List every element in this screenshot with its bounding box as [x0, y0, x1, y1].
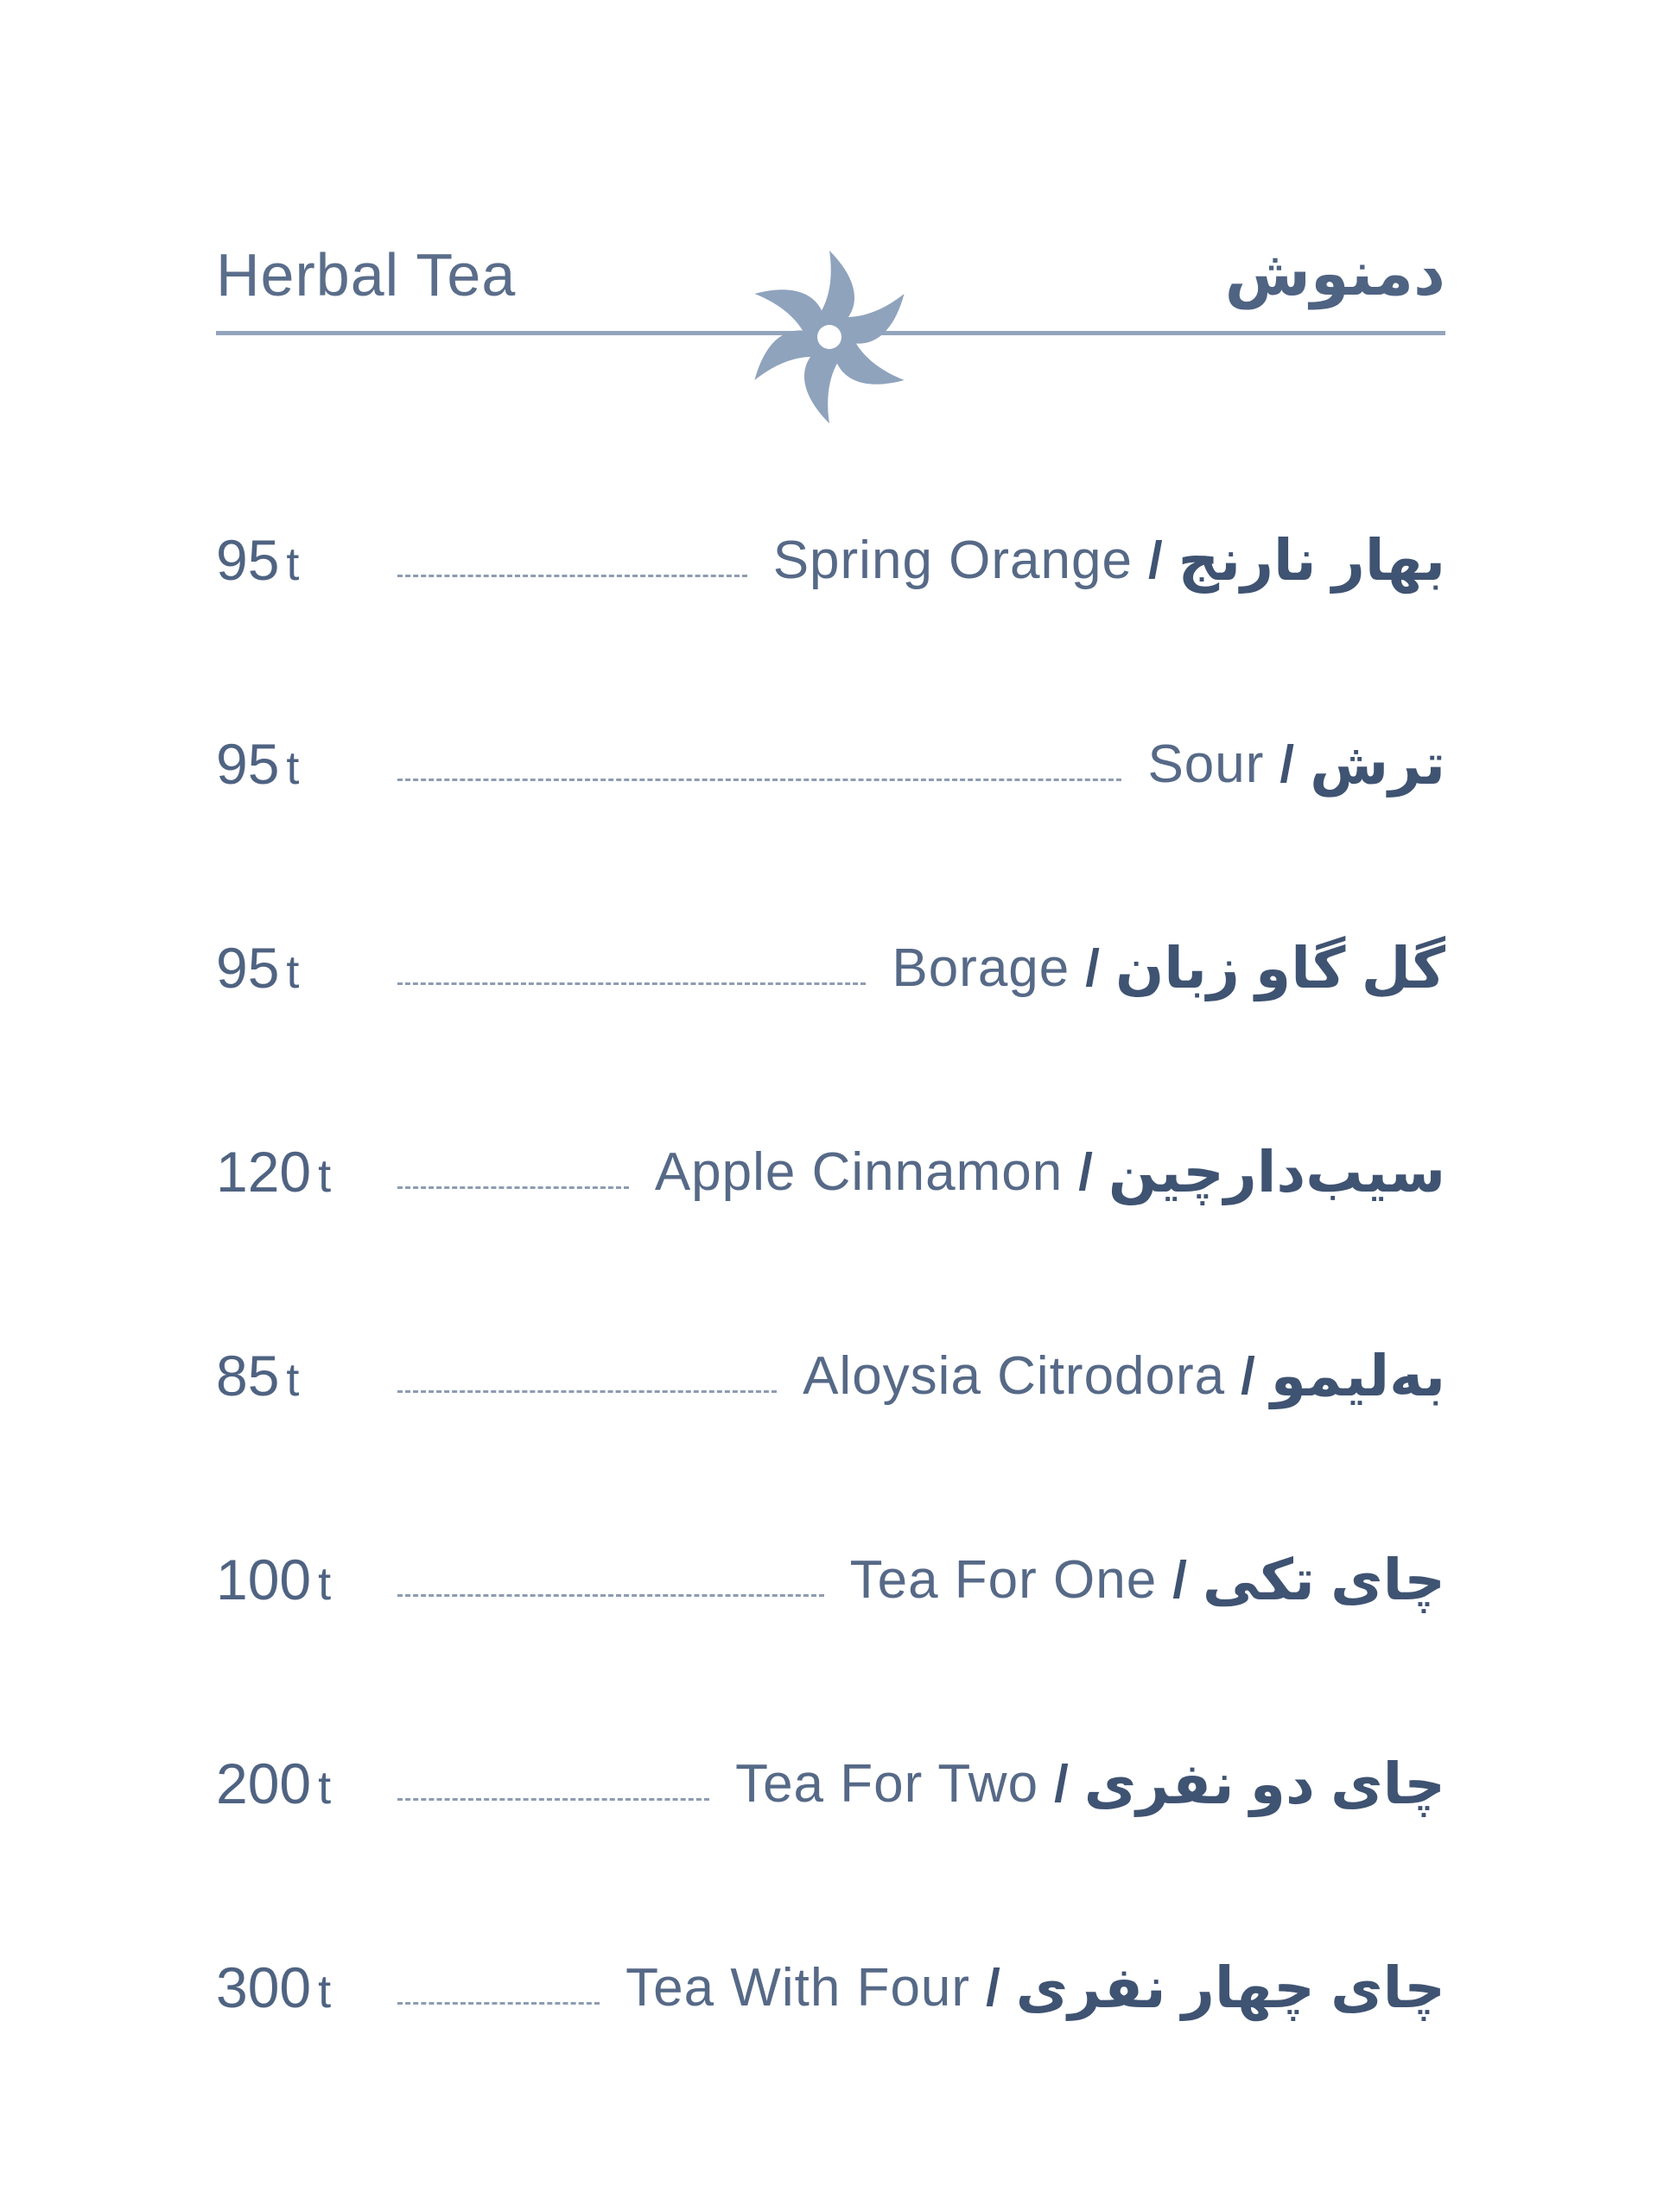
- price-unit: t: [286, 742, 300, 794]
- item-price: 120 t: [216, 1140, 332, 1204]
- section-title-en: Herbal Tea: [216, 241, 517, 308]
- section-title-fa: دمنوش: [1224, 239, 1445, 308]
- price-unit: t: [318, 1966, 332, 2018]
- name-separator: /: [1279, 734, 1295, 793]
- dot-leader: [397, 1594, 824, 1597]
- menu-item: [216, 1308, 1445, 1512]
- item-name-fa: سیب‌دارچین: [1108, 1139, 1445, 1204]
- name-separator: /: [1054, 1754, 1069, 1813]
- menu-header: [216, 225, 1445, 432]
- menu-item: [216, 1512, 1445, 1716]
- star-knot-emblem-icon: [734, 242, 924, 432]
- price-unit: t: [318, 1762, 332, 1814]
- item-name-en: Tea For Two: [735, 1753, 1039, 1814]
- item-name-fa: چای تکی: [1202, 1547, 1445, 1611]
- item-price: 200 t: [216, 1751, 332, 1815]
- item-price: 100 t: [216, 1548, 332, 1611]
- item-name-fa: چای دو نفری: [1083, 1751, 1445, 1815]
- item-name-en: Tea With Four: [625, 1957, 971, 2018]
- item-name-fa: ترش: [1310, 731, 1445, 796]
- item-price: 95 t: [216, 936, 300, 1000]
- item-price: 95 t: [216, 528, 300, 592]
- dot-leader: [397, 1798, 709, 1801]
- name-separator: /: [986, 1958, 1000, 2017]
- menu-item: [216, 493, 1445, 696]
- menu-item: [216, 696, 1445, 900]
- item-name-en: Tea For One: [849, 1549, 1158, 1610]
- item-name-en: Aloysia Citrodora: [803, 1345, 1226, 1406]
- item-name-en: Spring Orange: [772, 530, 1133, 590]
- dot-leader: [397, 575, 747, 577]
- item-price: 85 t: [216, 1344, 300, 1408]
- name-separator: /: [1078, 1142, 1093, 1201]
- item-name-fa: گل گاو زبان: [1114, 935, 1445, 1000]
- menu-item: [216, 1716, 1445, 1920]
- dot-leader: [397, 1390, 777, 1393]
- dot-leader: [397, 779, 1121, 781]
- item-price: 95 t: [216, 732, 300, 796]
- dot-leader: [397, 982, 866, 985]
- name-separator: /: [1241, 1346, 1255, 1405]
- item-price: 300 t: [216, 1955, 332, 2019]
- item-name-fa: چای چهار نفری: [1015, 1955, 1445, 2019]
- price-unit: t: [286, 538, 300, 590]
- item-name-en: Apple Cinnamon: [654, 1141, 1064, 1202]
- dot-leader: [397, 2002, 600, 2005]
- menu-item: [216, 1104, 1445, 1308]
- item-name-fa: به‌لیمو: [1270, 1343, 1445, 1408]
- item-name-en: Sour: [1147, 734, 1265, 794]
- dot-leader: [397, 1186, 629, 1189]
- menu-list: [216, 493, 1445, 2124]
- item-name-en: Borage: [892, 938, 1070, 998]
- price-unit: t: [318, 1558, 332, 1610]
- item-name-fa: بهار نارنج: [1178, 527, 1445, 592]
- price-unit: t: [286, 946, 300, 998]
- name-separator: /: [1085, 938, 1100, 997]
- menu-item: [216, 1920, 1445, 2124]
- menu-item: [216, 900, 1445, 1104]
- price-unit: t: [318, 1150, 332, 1202]
- name-separator: /: [1147, 531, 1163, 589]
- price-unit: t: [286, 1354, 300, 1406]
- name-separator: /: [1172, 1550, 1187, 1609]
